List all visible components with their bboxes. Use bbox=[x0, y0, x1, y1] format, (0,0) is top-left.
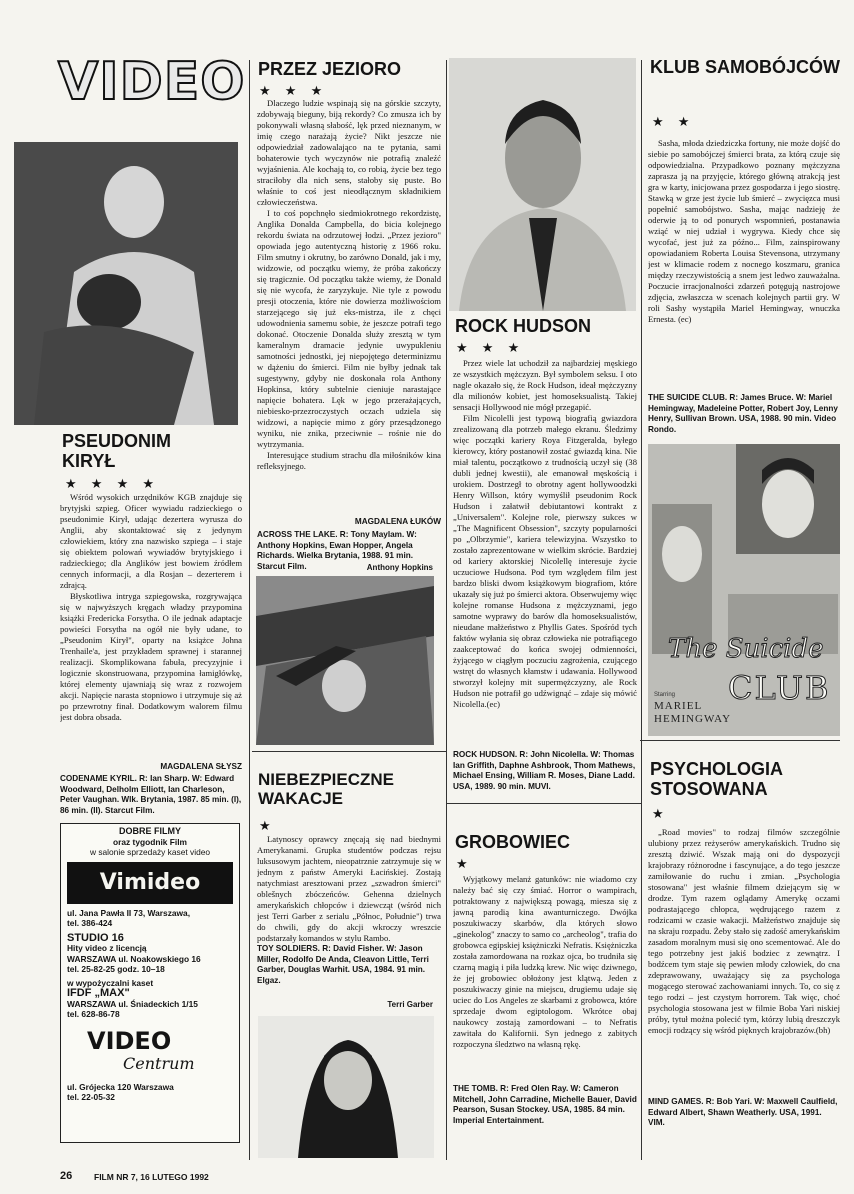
grobowiec-p1: Wyjątkowy melanż gatunków: nie wiadomo czy należy bać się czy śmiać. Horror o wampirach, potraktowany z największą powagą, miesza się z jawną parodią kina awanturniczego. Dwójka poszukiwaczy skarbów, dla których słowo „ginekolog" znaczy to samo co „archeolog", trafia do grobowca egipskiej księżniczki Nefratis. Księżniczka została zamordowana na rozkaz ojca, bo trudniła się czarną magią i piła ludzką krew. Nic więc dziwnego, że jej grobowiec obłożony jest klątwą. Jeden z poszukiwaczy ginie na miejscu, drugiemu udaje się uciec do Los Angeles ze skarbami z grobowca, które sprzedaje dwom egiptologom. Wkrótce obaj naukowcy zostają zamordowani – to Nefratis zawitała do Kalifornii. Syn jednego z zabitych rozpoczyna śledztwo na własną rękę. bbox=[453, 874, 637, 1049]
jezioro-body bbox=[257, 98, 441, 503]
jezioro-stars: ★ ★ ★ bbox=[259, 84, 328, 99]
hudson-body bbox=[453, 358, 637, 748]
klub-poster bbox=[648, 444, 840, 736]
pseudonim-credits: CODENAME KYRIL. R: Ian Sharp. W: Edward Woodward, Delholm Elliott, Ian Charleson, Peter Vaughan. Wlk. Brytania, 1987. 85 min. (I), 86 min. (II). Starcut Film. bbox=[60, 774, 242, 815]
studio-name: STUDIO 16 bbox=[67, 931, 124, 944]
wakacje-credits: TOY SOLDIERS. R: David Fisher. W: Jason Miller, Rodolfo De Anda, Cleavon Little, Terri Garber, Douglas Warhit. USA, 1984. 91 min. Elgaz. bbox=[257, 944, 429, 985]
ad-header3: w salonie sprzedaży kaset video bbox=[89, 847, 211, 857]
video-centrum-logo-centrum: Centrum bbox=[123, 1053, 195, 1073]
ifdf-name: IFDF „MAX" bbox=[67, 987, 130, 999]
jezioro-photo bbox=[256, 576, 434, 745]
vimideo-logo bbox=[67, 862, 233, 904]
psychologia-p1: „Road movies" to rodzaj filmów szczególnie ulubiony przez reżyserów amerykańskich. Trudno się zresztą dziwić. Wszak mają oni do dyspozycji krajobrazy różnorodne i fascynujące, a do tego jeszcze zamiłowanie do ruchu i zmian. „Psychologia stosowana" jest właśnie filmem dziejącym się w drodze. Tym razem oglądamy Amerykę oczami podrastającego chłopca, wędrującego razem z rodzicami w czasie wakacji. Małżeństwo znajduje się na skraju rozpadu. Żeby stało się zadość amerykańskim zasadom moralnym musi się ono scementować. Ale do tego potrzebny jest jakiś bodziec z zewnątrz. I bodźcem tym staje się pewien młody człowiek, do cna zdeprawowany, uważający się za psychologa mogącego sterować zachowaniami innych. To, co się z tego rodzi – jest czystym horrorem. Tak więc, choć psychologia stosowana jest w filmie Boba Yari niskiej próby, tytuł można polecić tym, którzy lubią dreszczyk emocji rodzący się wśród pięknych krajobrazów.(bh) bbox=[648, 827, 840, 1035]
jezioro-caption: Anthony Hopkins bbox=[366, 563, 433, 572]
poster-title1: The Suicide bbox=[668, 634, 824, 664]
psychologia-title: PSYCHOLOGIA STOSOWANA bbox=[650, 759, 783, 799]
psychologia-stars: ★ bbox=[652, 807, 669, 822]
jezioro-p3: Interesujące studium strachu dla miłośników kina refleksyjnego. bbox=[257, 450, 441, 471]
pseudonim-p1: Wśród wysokich urzędników KGB znajduje się brytyjski szpieg. Oficer wywiadu radzieckiego o pseudonimie Kirył, udając dezertera wyrusza do Anglii, aby skontaktować się z jedynym człowiekiem, który zna nazwisko szpiega – i staje się obiektem polowań wywiadów brytyjskiego i radzieckiego; dla Anglików jest bowiem źródłem cennych informacji, a dla Rosjan – dezerterem i zdrajcą. bbox=[60, 492, 242, 590]
studio-l3: tel. 25-82-25 godz. 10–18 bbox=[67, 964, 165, 974]
hudson-p1: Przez wiele lat uchodził za najbardziej męskiego ze wszystkich mężczyzn. Był symbolem seksu. I oto nagle okazało się, że Rock Hudson, ideał mężczyzny dla milionów kobiet, jest homoseksualistą. Takiej sensacji Hollywood nie mógł przegapić. bbox=[453, 358, 637, 412]
studio-l1: Hity video z licencją bbox=[67, 943, 147, 953]
vimideo-logo-text: Vimideo bbox=[99, 869, 201, 895]
ad-addr1: ul. Jana Pawła II 73, Warszawa, bbox=[67, 907, 191, 918]
ad-tel2: tel. 22-05-32 bbox=[67, 1092, 115, 1102]
issue-info: FILM NR 7, 16 LUTEGO 1992 bbox=[94, 1172, 209, 1182]
ad-header2: oraz tygodnik Film bbox=[113, 836, 187, 847]
ifdf-l1: w wypożyczalni kaset bbox=[67, 977, 154, 988]
section-logo-text: VIDEO bbox=[58, 52, 246, 112]
klub-title: KLUB SAMOBÓJCÓW bbox=[650, 57, 840, 77]
ad-box bbox=[60, 823, 240, 1143]
ad-header1: DOBRE FILMY bbox=[119, 826, 181, 836]
wakacje-body bbox=[257, 834, 441, 944]
section-logo bbox=[58, 52, 246, 126]
grobowiec-credits: THE TOMB. R: Fred Olen Ray. W: Cameron Mitchell, John Carradine, Michelle Bauer, David Pearson, Susan Stockey. USA, 1985. 84 min. Imperial Entertainment. bbox=[453, 1084, 637, 1125]
pseudonim-p2: Błyskotliwa intryga szpiegowska, rozgrywająca się w najwyższych kręgach władzy przypomina książki Fredericka Forsytha. O ile jednak adaptacje powieści Forsytha na ogół nie były udane, to „Pseudonim Kirył", oparty na książce Johna Trenhaile'a, jest przykładem sprawnej i starannej realizacji. Skomplikowana fabuła, precyzyjnie i logicznie skonstruowana, przypomina łamigłówkę, której elementy ujawniają się wraz z rozwojem akcji. Napięcie narasta stopniowo i utrzymuje się aż po przewrotny finał. Dodatkowym walorem filmu jest dobra obsada. bbox=[60, 591, 242, 722]
grobowiec-body bbox=[453, 874, 637, 1082]
poster-star1: MARIEL bbox=[654, 700, 703, 712]
page-number: 26 bbox=[60, 1170, 73, 1182]
klub-credits: THE SUICIDE CLUB. R: James Bruce. W: Mariel Hemingway, Madeleine Potter, Robert Joy, Lenny Henry, Sullivan Brown. USA, 1988. 90 min. Video Rondo. bbox=[648, 393, 838, 434]
pseudonim-stars: ★ ★ ★ ★ bbox=[65, 477, 160, 492]
video-centrum-logo-video: VIDEO bbox=[87, 1026, 172, 1055]
ad-addr2: ul. Grójecka 120 Warszawa bbox=[67, 1081, 174, 1092]
wakacje-p1: Latynoscy oprawcy znęcają się nad biednymi Amerykanami. Grupka studentów podczas rejsu luksusowym jachtem, nieopatrznie zatrzymuje się w jednym z państw Ameryki Łacińskiej. Zostają natychmiast aresztowani przez „szwadron śmierci" oblešnych zbóczeńców. Gehenna dzielnych amerykańskich chłopców i dziewcząt (wśród nich jest Terri Garber z serialu „Północ, Południe") trwa do chwili, gdy do akcji wkroczy wreszcie podstarzały komandos w stylu Rambo. bbox=[257, 834, 441, 943]
jezioro-title: PRZEZ JEZIORO bbox=[258, 59, 402, 79]
poster-title2: CLUB bbox=[728, 669, 831, 707]
studio-l2: WARSZAWA ul. Noakowskiego 16 bbox=[67, 953, 201, 964]
psychologia-credits: MIND GAMES. R: Bob Yari. W: Maxwell Caulfield, Edward Albert, Shawn Weatherly. USA, 1991. VIM. bbox=[648, 1097, 838, 1127]
grobowiec-title: GROBOWIEC bbox=[455, 832, 570, 852]
wakacje-photo bbox=[258, 1016, 434, 1158]
ifdf-l2: WARSZAWA ul. Śniadeckich 1/15 bbox=[67, 998, 198, 1009]
jezioro-credits: ACROSS THE LAKE. R: Tony Maylam. W: Anthony Hopkins, Ewan Hopper, Angela Richards. Wielka Brytania, 1988. 91 min. Starcut Film. bbox=[257, 530, 417, 571]
poster-star2: HEMINGWAY bbox=[654, 713, 732, 725]
ad-tel1: tel. 386-424 bbox=[67, 918, 113, 928]
hudson-p2: Film Nicolelli jest typową biografią gwiazdora zrealizowaną dla potrzeb małego ekranu. Śledzimy więc początki kariery Roya Fitzgeralda, byłego kierowcy, który postanowił zostać gwiazdą kina. Nie miał talentu, początkowo z trudnością uczył się (38 dubli jednej kwestii), ale emanował męskością i urokiem. Dostrzegł to obrotny agent hollywoodzki Henry Willson, który wymyślił pseudonim Rock Hudson i załatwił debiutantowi kontrakt z „Universalem". Kolejne role, pierwszy sukces w „The Magnificent Obsession", szczyty popularności po „Olbrzymie", kariera telewizyjna. Wszystko to zostało zaprezentowane w wielkim skrócie. Bardziej od kariery aktorskiej Nicolellę interesuje życie uczuciowe Hudsona. Pod tym względem film jest bardzo bliski dwom książkowym biografiom, które ukazały się już po śmierci aktora. Obserwujemy więc kolejne romanse Hudsona z mężczyznami, jego samotne wyprawy do barów dla homoseksualistów, nieudane małżeństwo z Phyllis Gates. Spośród tych faktów wyłania się obraz człowieka nie potrafiącego zaakceptować do końca swojej odmienności, żyjącego w ciągłym poczuciu zagrożenia, czującego wstręt do własnych kłamstw i udawania. Hollywood stworzył kolejny mit supermężczyzny, ale Rock Hudson nie potrafił go udźwignąć – zdaje się mówić Nicolella.(ec) bbox=[453, 413, 637, 709]
wakacje-title: NIEBEZPIECZNE WAKACJE bbox=[258, 770, 395, 808]
pseudonim-photo bbox=[14, 142, 238, 425]
hudson-title: ROCK HUDSON bbox=[455, 316, 592, 336]
jezioro-p1: Dlaczego ludzie wspinają się na górskie szczyty, zdobywają bieguny, biją rekordy? Co zmusza ich by pokonywali własną słabość, lęk przed nieznanym, w imię czego narażają życie? Nikt jeszcze nie odpowiedział zadowalająco na te pytania, sami bohaterowie tych wyczynów nie potrafią znaleźć wyjaśnienia. Ale kochają to, co robią, życie bez tego straciłoby dla nich sens, stałoby się puste. Bo właśnie to coś jest nieodłącznym składnikiem człowieczeństwa. bbox=[257, 98, 441, 207]
hudson-credits: ROCK HUDSON. R: John Nicolella. W: Thomas Ian Griffith, Daphne Ashbrook, Thom Mathews, Michael Ensing, William R. Moses, Diane Ladd. USA, 1989. 90 min. MUVI. bbox=[453, 750, 636, 791]
ifdf-l3: tel. 628-86-78 bbox=[67, 1009, 120, 1019]
wakacje-caption: Terri Garber bbox=[387, 1000, 433, 1009]
pseudonim-author: MAGDALENA SŁYSZ bbox=[160, 762, 242, 771]
pseudonim-body bbox=[60, 492, 242, 762]
jezioro-p2: I to coś popchnęło siedmiokrotnego rekordzistę, Anglika Donalda Campbella, do bicia kolejnego rekordu świata na odrzutowej łodzi. „Przez jezioro" opowiada jego autentyczną historię z 1966 roku. Film smutny i okrutny, bo zarówno Donald, jak i my, widzowie, od początku wiemy, że próba zakończy się tragicznie. Od początku także wiemy, że Donald się nie wycofa, że zaryzykuje. Nie tyle z powodu presji otoczenia, które nie dowierza możliwościom starzejącego się już eks-mistrza, ile z chęci udowodnienia samemu sobie, że jeszcze potrafi tego dokonać. Otoczenie Donalda służy zresztą w tym kameralnym dramacie jedynie uwypukleniu samotności jednostki, jej niepojętego determinizmu w dążeniu do śmierci. Film nie byłby jednak tak sugestywny, gdyby nie doskonała rola Anthony Hopkinsa, który subtelnie cieniuje narastające napięcie bohatera. Lęk w jego przerażających, niebiesko-przezroczystych oczach udziela się widzowi, a napięcie mimo z góry przesądzonego wyniku, nie znika, przeciwnie – rośnie nie do wytrzymania. bbox=[257, 208, 441, 449]
wakacje-stars: ★ bbox=[259, 819, 276, 834]
psychologia-body bbox=[648, 827, 840, 1095]
video-centrum-logo bbox=[87, 1028, 233, 1076]
hudson-photo bbox=[449, 58, 636, 311]
hudson-stars: ★ ★ ★ bbox=[456, 341, 525, 356]
klub-stars: ★ ★ bbox=[652, 115, 695, 130]
klub-body bbox=[648, 138, 840, 390]
pseudonim-title: PSEUDONIM KIRYŁ bbox=[62, 431, 172, 471]
poster-starring: Starring bbox=[654, 692, 676, 698]
jezioro-author: MAGDALENA ŁUKÓW bbox=[354, 517, 441, 526]
klub-p1: Sasha, młoda dziedziczka fortuny, nie może dojść do siebie po samobójczej śmierci brata, za którą czuje się odpowiedzialna. Przypadkowo poznany mężczyzna zaprasza ją na przyjęcie, którego główną atrakcją jest gra w karty, inicjowana przez gospodarza i jego siostrę. Stawką w grze jest życie lub śmierć – zwycięzca musi popełnić samobójstwo. Sasha, mając nadzieję że oderwie ją to od ponurych wspomnień, postanawia wziąć w niej udział i wygrywa. Kiedy chce się wycofać, jest już za późno... Film, zainspirowany opowiadaniem Roberta Louisa Stevensona, utrzymany jest w klimacie rodem z nocnego koszmaru, granica między rzeczywistością a snem jest ledwo zauważalna. Poczucie irracjonalności zdarzeń potęgują nastrojowe zdjęcia, zwłaszcza w scenach kolejnych partii gry. W roli Sashy wystąpiła Mariel Hemingway, wnuczka Ernesta. (ec) bbox=[648, 138, 840, 324]
grobowiec-stars: ★ bbox=[456, 857, 473, 872]
